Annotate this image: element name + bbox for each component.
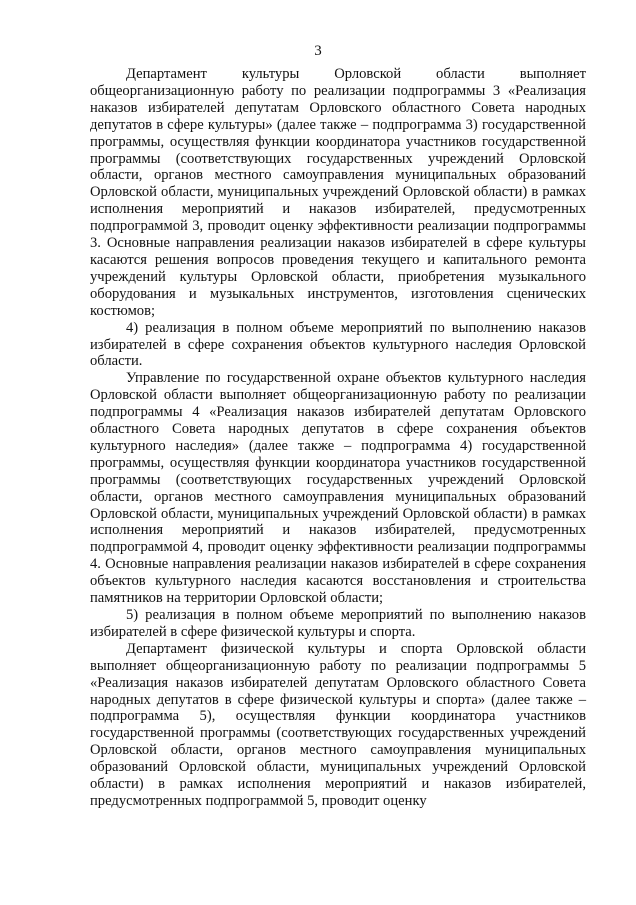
paragraph-item-4: 4) реализация в полном объеме мероприятий по выполнению наказов избирателей в сфере сохранения объектов культурного наследия Орловской области. — [90, 319, 586, 370]
page-number: 3 — [314, 43, 322, 59]
document-body — [90, 66, 586, 810]
paragraph-heritage-department: Управление по государственной охране объектов культурного наследия Орловской области выполняет общеорганизационную работу по реализации подпрограммы 4 «Реализация наказов избирателей депутатам Орловского областного Совета народных депутатов в сфере сохранения объектов культурного наследия» (далее также – подпрограмма 4) государственной программы, осуществляя функции координатора участников государственной программы (соответствующих государственных учреждений Орловской области, органов местного самоуправления муниципальных образований Орловской области, муниципальных учреждений Орловской области) в рамках исполнения мероприятий и наказов избирателей, предусмотренных подпрограммой 4, проводит оценку эффективности реализации подпрограммы 4. Основные направления реализации наказов избирателей в сфере сохранения объектов культурного наследия касаются восстановления и строительства памятников на территории Орловской области; — [90, 370, 586, 607]
paragraph-item-5: 5) реализация в полном объеме мероприятий по выполнению наказов избирателей в сфере физической культуры и спорта. — [90, 607, 586, 640]
paragraph-culture-department: Департамент культуры Орловской области выполняет общеорганизационную работу по реализации подпрограммы 3 «Реализация наказов избирателей депутатам Орловского областного Совета народных депутатов в сфере культуры» (далее также – подпрограмма 3) государственной программы, осуществляя функции координатора участников государственной программы (соответствующих государственных учреждений Орловской области, органов местного самоуправления муниципальных образований Орловской области, муниципальных учреждений Орловской области) в рамках исполнения мероприятий и наказов избирателей, предусмотренных подпрограммой 3, проводит оценку эффективности реализации подпрограммы 3. Основные направления реализации наказов избирателей в сфере культуры касаются решения вопросов проведения текущего и капитального ремонта учреждений культуры Орловской области, приобретения музыкального оборудования и музыкальных инструментов, изготовления сценических костюмов; — [90, 66, 586, 319]
paragraph-sport-department: Департамент физической культуры и спорта Орловской области выполняет общеорганизационную работу по реализации подпрограммы 5 «Реализация наказов избирателей депутатам Орловского областного Совета народных депутатов в сфере физической культуры и спорта» (далее также – подпрограмма 5), осуществляя функции координатора участников государственной программы (соответствующих государственных учреждений Орловской области, органов местного самоуправления муниципальных образований Орловской области, муниципальных учреждений Орловской области) в рамках исполнения мероприятий и наказов избирателей, предусмотренных подпрограммой 5, проводит оценку — [90, 640, 586, 809]
